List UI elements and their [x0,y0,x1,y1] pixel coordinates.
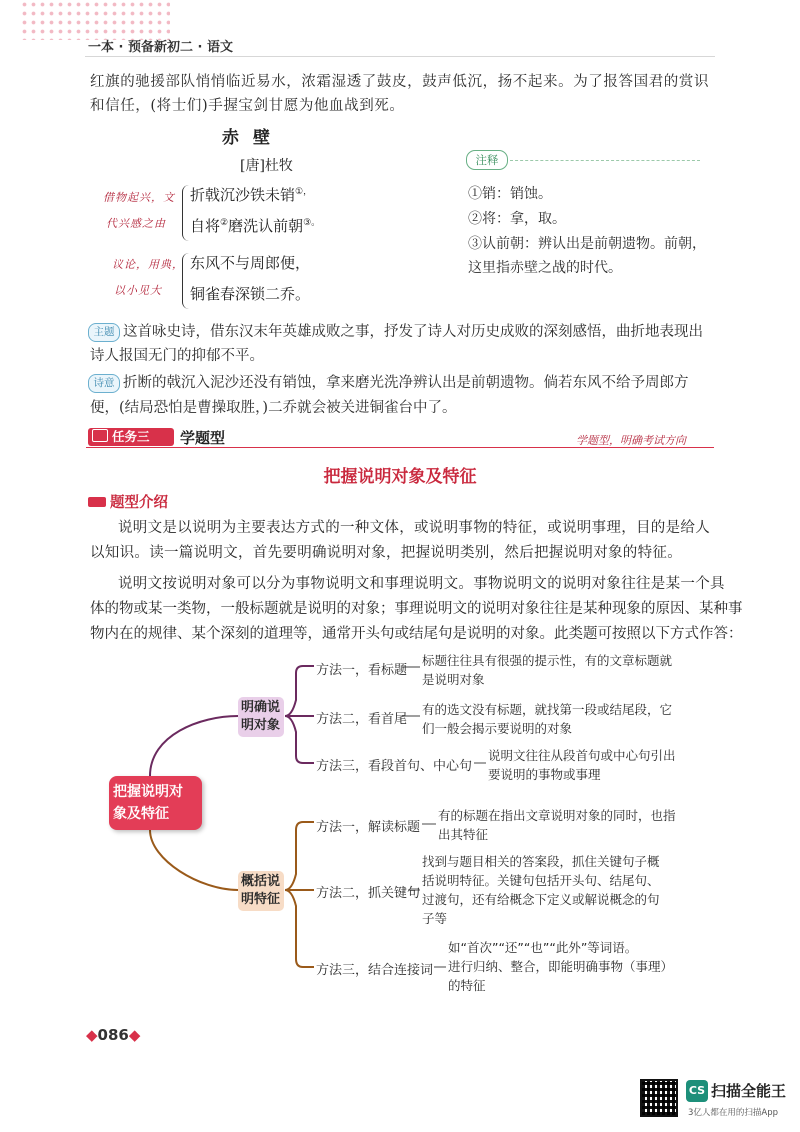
meaning-text: 折断的戟沉入泥沙还没有销蚀，拿来磨光洗净辨认出是前朝遗物。倘若东风不给予周郎方 [123,375,689,391]
method-label: 方法二，抓关键句 [316,886,421,901]
paragraph-line: 体的物或某一类物，一般标题就是说明的对象；事理说明文的说明对象往往是某种现象的原因、某种事 [90,601,743,617]
method-desc: 说明文往往从段首句或中心句引出 要说明的事物或事理 [488,748,676,782]
branch-identify-object: 明确说 明对象 [238,697,284,737]
camscanner-logo-icon: CS [686,1080,708,1102]
paragraph-line: 说明文按说明对象可以分为事物说明文和事理说明文。事物说明文的说明对象往往是某一个具 [118,576,725,592]
note-item: ②将：拿，取。 [468,211,566,227]
side-note: 以小见大 [114,284,162,297]
poem-line-1: 折戟沉沙铁未销①， [190,186,313,204]
meaning-text-cont: 便，(结局恐怕是曹操取胜，)二乔就会被关进铜雀台中了。 [90,400,457,416]
task-name: 学题型 [180,429,226,447]
method-desc: 有的标题在指出文章说明对象的同时，也指 出其特征 [438,808,676,842]
subsection-heading: 题型介绍 [88,491,168,512]
task-note: 学题型，明确考试方向 [576,434,686,447]
watermark-app-sub: 3亿人都在用的扫描App [688,1108,779,1118]
side-note: 议论，用典， [112,258,184,271]
note-item: ①销：销蚀。 [468,186,552,202]
poem-line-3: 东风不与周郎便， [190,254,311,272]
method-label: 方法一，看标题 [316,663,408,678]
poem-author: [唐]杜牧 [240,158,293,174]
method-label: 方法二，看首尾 [316,712,408,727]
side-note: 借物起兴，文 [103,191,175,204]
previous-translation: 红旗的驰援部队悄悄临近易水，浓霜湿透了鼓皮，鼓声低沉，扬不起来。为了报答国君的赏识和信任，(将士们)手握宝剑甘愿为他血战到死。 [90,74,710,114]
mindmap-root: 把握说明对 象及特征 [109,776,202,830]
method-desc: 如“首次”“还”“也”“此外”等词语。 进行归纳、整合，即能明确事物（事理） 的特征 [448,940,674,993]
note-item: ③认前朝：辨认出是前朝遗物。前朝， [468,236,706,252]
running-header: 一本 · 预备新初二 · 语文 [88,40,233,55]
method-desc: 标题往往具有很强的提示性，有的文章标题就 是说明对象 [422,653,673,687]
theme-text-cont: 诗人报国无门的抑郁不平。 [90,348,264,364]
paragraph-line: 说明文是以说明为主要表达方式的一种文体，或说明事物的特征，或说明事理，目的是给人 [118,520,710,536]
method-label: 方法一，解读标题 [316,820,421,835]
task-badge: 任务三 [88,428,174,446]
meaning-tag: 诗意 [88,374,120,393]
poem-line-4: 铜雀春深锁二乔。 [190,285,311,303]
theme-tag: 主题 [88,323,120,342]
note-item: 这里指赤壁之战的时代。 [468,260,622,276]
notes-tag: 注释 [466,150,508,170]
method-label: 方法三，结合连接词 [316,963,434,978]
page-number: ◆086◆ [86,1026,141,1044]
side-note: 代兴感之由 [106,217,166,230]
paragraph-line: 物内在的规律、某个深刻的道理等，通常开头句或结尾句是说明的对象。此类题可按照以下方式作答： [90,626,743,642]
branch-summarize-feature: 概括说 明特征 [238,871,284,911]
method-label: 方法三，看段首句、中心句 [316,759,473,774]
paragraph-line: 以知识。读一篇说明文，首先要明确说明对象，把握说明类别，然后把握说明对象的特征。 [90,545,682,561]
method-desc: 找到与题目相关的答案段，抓住关键句子概 括说明特征。关键句包括开头句、结尾句、 过渡句，还有给概念下定义或解说概念的句 子等 [422,854,660,926]
method-desc: 有的选文没有标题，就找第一段或结尾段，它 们一般会揭示要说明的对象 [422,702,673,736]
section-title: 把握说明对象及特征 [323,467,477,487]
poem-line-2: 自将②磨洗认前朝③。 [190,217,321,235]
poem-title: 赤壁 [222,128,284,148]
watermark-app-name: 扫描全能王 [711,1082,787,1100]
theme-text: 这首咏史诗，借东汉末年英雄成败之事，抒发了诗人对历史成败的深刻感悟，曲折地表现出 [123,324,703,340]
qr-code-icon [640,1079,678,1117]
